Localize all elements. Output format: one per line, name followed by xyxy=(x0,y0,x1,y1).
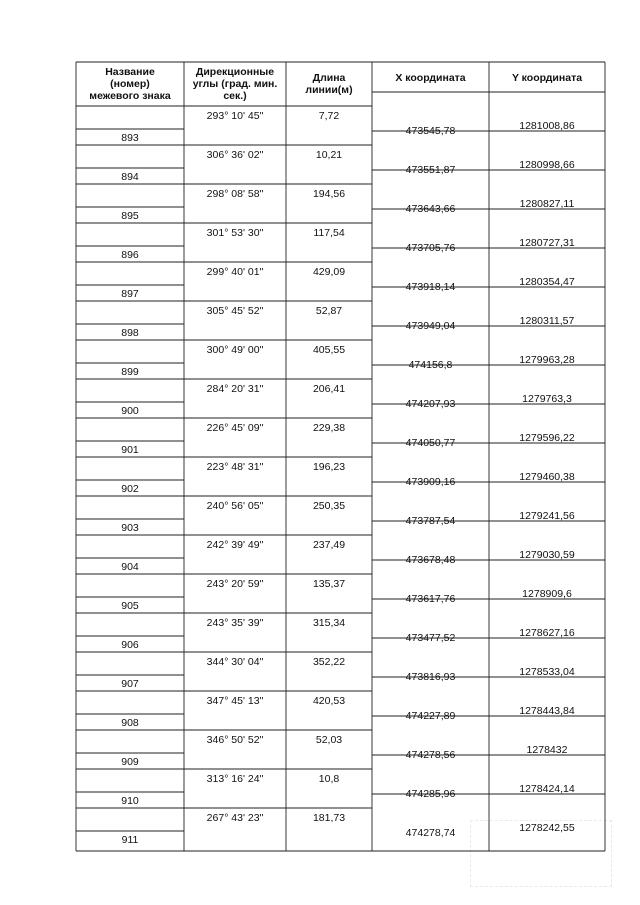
length-cell: 237,49 xyxy=(312,539,346,551)
x-coordinate-cell: 474278,56 xyxy=(405,749,456,761)
point-name-cell: 899 xyxy=(121,366,139,378)
header-name-line: (номер) xyxy=(110,78,150,90)
angle-cell: 242° 39' 49" xyxy=(206,539,264,551)
angle-cell: 344° 30' 04" xyxy=(206,656,264,668)
x-coordinate-cell: 473551,87 xyxy=(405,164,456,176)
y-coordinate-cell: 1278443,84 xyxy=(519,705,575,717)
faint-stamp xyxy=(470,820,612,887)
length-cell: 10,21 xyxy=(315,149,343,161)
length-cell: 352,22 xyxy=(312,656,346,668)
point-name-cell: 907 xyxy=(121,678,139,690)
angle-cell: 240° 56' 05" xyxy=(206,500,264,512)
x-coordinate-cell: 474285,96 xyxy=(405,788,456,800)
length-cell: 315,34 xyxy=(312,617,346,629)
angle-cell: 313° 16' 24" xyxy=(206,773,264,785)
point-name-cell: 906 xyxy=(121,639,139,651)
y-coordinate-cell: 1278533,04 xyxy=(519,666,575,678)
y-coordinate-cell: 1280311,57 xyxy=(519,315,575,327)
header-y xyxy=(489,64,605,92)
y-coordinate-cell: 1280998,66 xyxy=(519,159,575,171)
point-name-cell: 896 xyxy=(121,249,139,261)
length-cell: 196,23 xyxy=(312,461,346,473)
point-name-cell: 908 xyxy=(121,717,139,729)
length-cell: 117,54 xyxy=(313,227,345,239)
y-coordinate-cell: 1278909,6 xyxy=(522,588,572,600)
y-coordinate-cell: 1278627,16 xyxy=(519,627,575,639)
point-name-cell: 904 xyxy=(121,561,139,573)
y-coordinate-cell: 1280727,31 xyxy=(519,237,575,249)
angle-cell: 306° 36' 02" xyxy=(206,149,264,161)
y-coordinate-cell: 1279030,59 xyxy=(519,549,575,561)
length-cell: 420,53 xyxy=(312,695,346,707)
length-cell: 229,38 xyxy=(312,422,346,434)
length-cell: 52,87 xyxy=(315,305,343,317)
x-coordinate-cell: 473705,76 xyxy=(405,242,456,254)
angle-cell: 299° 40' 01" xyxy=(206,266,264,278)
y-coordinate-cell: 1278432 xyxy=(526,744,568,756)
y-coordinate-cell: 1280827,11 xyxy=(519,198,575,210)
angle-cell: 301° 53' 30" xyxy=(206,227,264,239)
y-coordinate-cell: 1279460,38 xyxy=(519,471,575,483)
length-cell: 405,55 xyxy=(312,344,346,356)
point-name-cell: 910 xyxy=(121,795,139,807)
header-angle-line: сек.) xyxy=(223,90,247,102)
angle-cell: 300° 49' 00" xyxy=(206,344,264,356)
length-cell: 52,03 xyxy=(315,734,343,746)
x-coordinate-cell: 473787,54 xyxy=(405,515,456,527)
y-coordinate-cell: 1278242,55 xyxy=(519,822,575,834)
header-name xyxy=(76,64,184,104)
x-coordinate-cell: 474278,74 xyxy=(405,827,456,839)
y-coordinate-cell: 1279596,22 xyxy=(519,432,575,444)
point-name-cell: 895 xyxy=(121,210,139,222)
angle-cell: 347° 45' 13" xyxy=(206,695,264,707)
x-coordinate-cell: 473909,16 xyxy=(405,476,456,488)
x-coordinate-cell: 473643,66 xyxy=(405,203,456,215)
length-cell: 181,73 xyxy=(312,812,346,824)
length-cell: 206,41 xyxy=(312,383,346,395)
x-coordinate-cell: 474227,89 xyxy=(405,710,456,722)
x-coordinate-cell: 473477,52 xyxy=(405,632,456,644)
header-x xyxy=(372,64,489,92)
header-x-text: X координата xyxy=(395,72,466,84)
point-name-cell: 903 xyxy=(121,522,139,534)
angle-cell: 298° 08' 58" xyxy=(206,188,264,200)
point-name-cell: 909 xyxy=(121,756,139,768)
header-y-text: Y координата xyxy=(511,72,583,84)
header-angle-line: Дирекционные xyxy=(195,66,275,78)
length-cell: 135,37 xyxy=(312,578,346,590)
header-length-line: Длина xyxy=(312,72,346,84)
header-name-line: Название xyxy=(105,66,155,78)
point-name-cell: 905 xyxy=(121,600,139,612)
point-name-cell: 897 xyxy=(121,288,139,300)
header-angle-line: углы (град. мин. xyxy=(192,78,278,90)
point-name-cell: 898 xyxy=(121,327,139,339)
angle-cell: 223° 48' 31" xyxy=(206,461,264,473)
x-coordinate-cell: 474156,8 xyxy=(408,359,453,371)
length-cell: 194,56 xyxy=(312,188,346,200)
y-coordinate-cell: 1281008,86 xyxy=(519,120,575,132)
angle-cell: 226° 45' 09" xyxy=(206,422,264,434)
y-coordinate-cell: 1279963,28 xyxy=(519,354,575,366)
x-coordinate-cell: 473678,48 xyxy=(405,554,456,566)
angle-cell: 243° 20' 59" xyxy=(206,578,264,590)
angle-cell: 243° 35' 39" xyxy=(206,617,264,629)
x-coordinate-cell: 473617,76 xyxy=(405,593,456,605)
y-coordinate-cell: 1279241,56 xyxy=(519,510,575,522)
y-coordinate-cell: 1280354,47 xyxy=(519,276,575,288)
point-name-cell: 911 xyxy=(121,834,139,846)
point-name-cell: 902 xyxy=(121,483,139,495)
length-cell: 250,35 xyxy=(312,500,346,512)
header-length-line: линии(м) xyxy=(305,84,353,96)
point-name-cell: 893 xyxy=(121,132,139,144)
angle-cell: 305° 45' 52" xyxy=(206,305,264,317)
x-coordinate-cell: 473816,93 xyxy=(405,671,456,683)
y-coordinate-cell: 1278424,14 xyxy=(519,783,575,795)
length-cell: 10,8 xyxy=(318,773,340,785)
length-cell: 7,72 xyxy=(318,110,340,122)
x-coordinate-cell: 473545,78 xyxy=(405,125,456,137)
point-name-cell: 900 xyxy=(121,405,139,417)
angle-cell: 267° 43' 23" xyxy=(206,812,264,824)
header-angle xyxy=(184,64,286,104)
header-length xyxy=(286,64,372,104)
length-cell: 429,09 xyxy=(312,266,346,278)
angle-cell: 346° 50' 52" xyxy=(206,734,264,746)
x-coordinate-cell: 474207,93 xyxy=(405,398,456,410)
header-name-line: межевого знака xyxy=(89,90,171,102)
point-name-cell: 901 xyxy=(121,444,139,456)
angle-cell: 284° 20' 31" xyxy=(206,383,264,395)
angle-cell: 293° 10' 45" xyxy=(206,110,264,122)
x-coordinate-cell: 474050,77 xyxy=(405,437,456,449)
x-coordinate-cell: 473918,14 xyxy=(405,281,456,293)
y-coordinate-cell: 1279763,3 xyxy=(522,393,572,405)
point-name-cell: 894 xyxy=(121,171,139,183)
x-coordinate-cell: 473949,04 xyxy=(405,320,456,332)
